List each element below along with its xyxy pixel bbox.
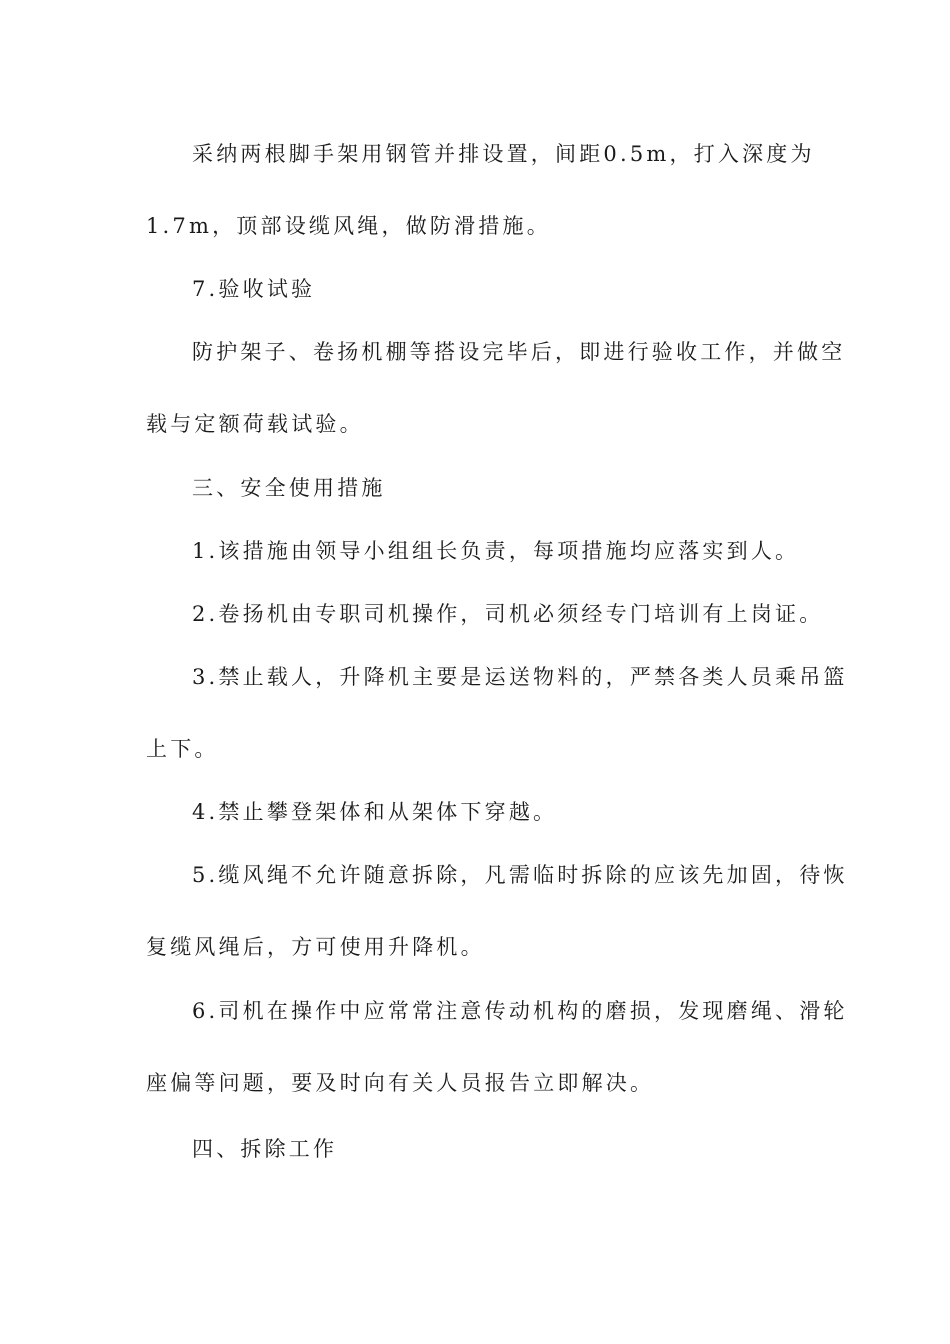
list-item-continuation: 上下。	[146, 737, 219, 761]
list-item: 2.卷扬机由专职司机操作，司机必须经专门培训有上岗证。	[192, 602, 824, 626]
paragraph-line: 采纳两根脚手架用钢管并排设置，间距0.5m，打入深度为	[192, 142, 815, 166]
list-item: 4.禁止攀登架体和从架体下穿越。	[192, 800, 558, 824]
list-item-continuation: 座偏等问题，要及时向有关人员报告立即解决。	[146, 1071, 655, 1095]
section-heading: 7.验收试验	[192, 277, 316, 301]
list-item-continuation: 复缆风绳后，方可使用升降机。	[146, 935, 485, 959]
paragraph-line: 1.7m，顶部设缆风绳，做防滑措施。	[146, 214, 551, 238]
paragraph-line: 载与定额荷载试验。	[146, 412, 364, 436]
section-heading: 三、安全使用措施	[192, 476, 386, 500]
list-item: 1.该措施由领导小组组长负责，每项措施均应落实到人。	[192, 539, 800, 563]
paragraph-line: 防护架子、卷扬机棚等搭设完毕后，即进行验收工作，并做空	[192, 340, 846, 364]
list-item: 3.禁止载人，升降机主要是运送物料的，严禁各类人员乘吊篮	[192, 665, 848, 689]
section-heading: 四、拆除工作	[192, 1137, 338, 1161]
list-item: 6.司机在操作中应常常注意传动机构的磨损，发现磨绳、滑轮	[192, 999, 848, 1023]
list-item: 5.缆风绳不允许随意拆除，凡需临时拆除的应该先加固，待恢	[192, 863, 848, 887]
